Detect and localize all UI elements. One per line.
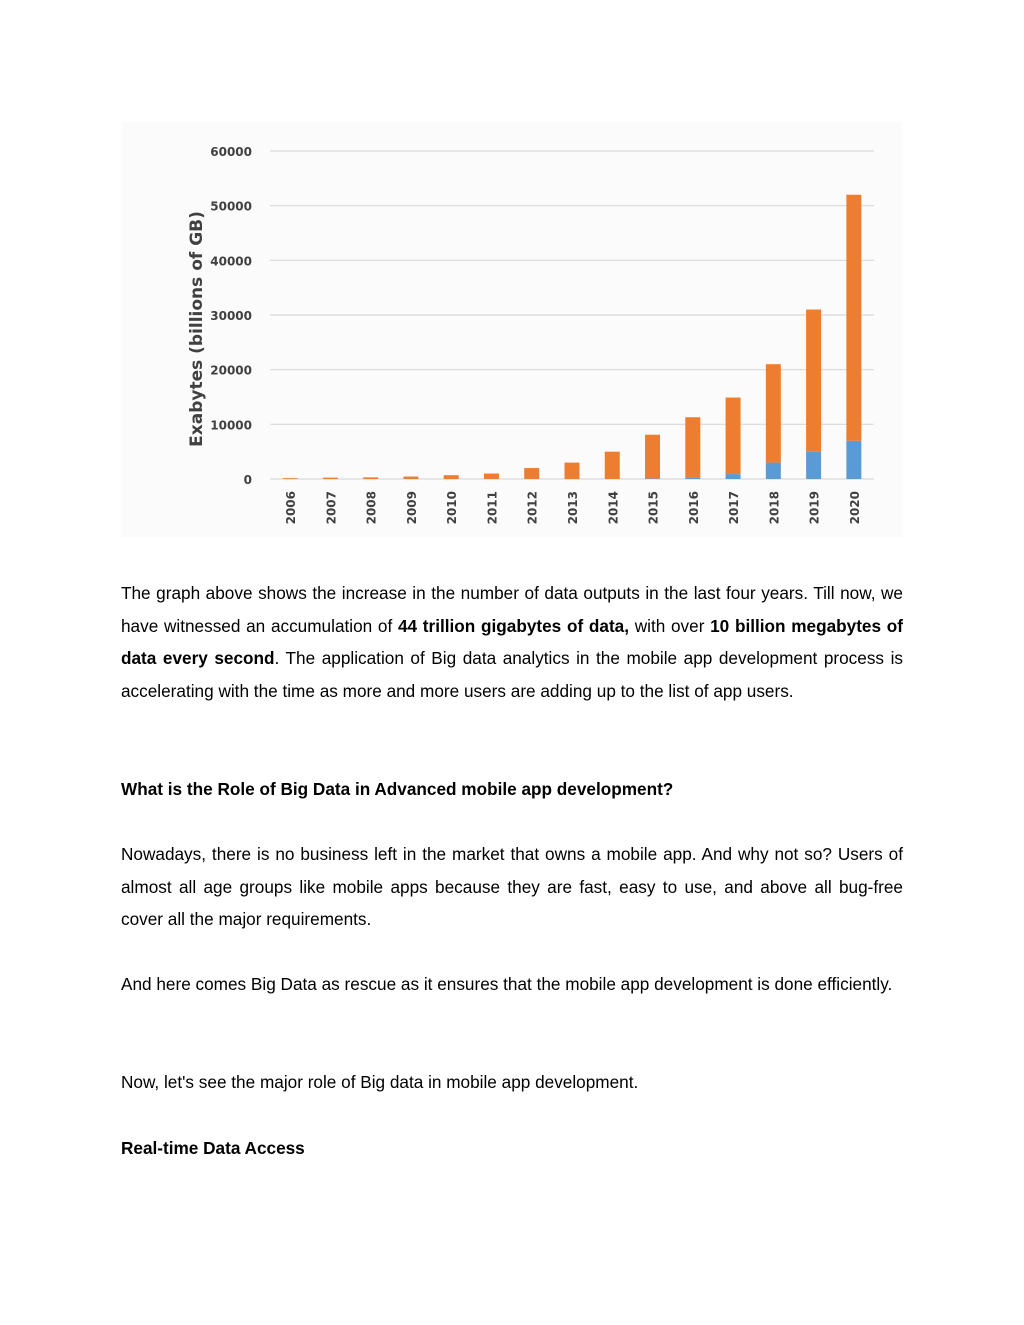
paragraph-major-role: Now, let's see the major role of Big data in mobile app development. xyxy=(121,1072,639,1092)
bar-2007-series-2 xyxy=(323,478,338,479)
paragraph-business-apps: Nowadays, there is no business left in the market that owns a mobile app. And why not so? Users of almost all age groups like mobile apps because they are fast, easy to use, and above all bug-free cover all the major requirements. xyxy=(121,844,903,930)
paragraph-text: . The application of Big data analytics in the mobile app development process is accelerating with the time as more and more users are adding up to the list of app users. xyxy=(121,648,903,701)
y-tick-label: 20000 xyxy=(210,363,252,378)
section-heading-realtime: Real-time Data Access xyxy=(121,1138,305,1158)
bar-2015-series-1 xyxy=(645,478,660,479)
x-tick-label: 2020 xyxy=(847,491,862,525)
bar-2019-series-1 xyxy=(806,452,821,479)
x-tick-label: 2014 xyxy=(606,491,621,525)
x-tick-label: 2010 xyxy=(445,491,460,525)
x-tick-label: 2016 xyxy=(686,491,701,525)
y-tick-label: 0 xyxy=(243,473,252,487)
x-tick-label: 2018 xyxy=(767,491,782,525)
paragraph-big-data-rescue: And here comes Big Data as rescue as it ensures that the mobile app development is done efficiently. xyxy=(121,974,893,994)
x-tick-label: 2007 xyxy=(324,491,339,525)
data-growth-chart xyxy=(122,122,902,537)
bar-2017-series-1 xyxy=(726,474,741,479)
chart-bars xyxy=(283,195,862,479)
chart-svg xyxy=(122,122,902,537)
x-tick-label: 2006 xyxy=(284,491,299,525)
bar-2009-series-2 xyxy=(403,477,418,479)
x-tick-label: 2017 xyxy=(727,491,742,525)
x-tick-label: 2019 xyxy=(807,491,822,525)
x-tick-label: 2008 xyxy=(364,491,379,525)
bar-2008-series-2 xyxy=(363,477,378,479)
bar-2012-series-2 xyxy=(524,468,539,479)
bar-2020-series-2 xyxy=(846,195,861,441)
bar-2011-series-2 xyxy=(484,474,499,479)
paragraph-graph-description xyxy=(121,577,903,707)
y-tick-label: 50000 xyxy=(210,199,252,214)
y-tick-label: 10000 xyxy=(210,418,252,433)
x-tick-label: 2015 xyxy=(646,491,661,525)
y-tick-label: 40000 xyxy=(210,254,252,269)
bar-2020-series-1 xyxy=(846,441,861,479)
y-tick-label: 30000 xyxy=(210,309,252,323)
bar-2014-series-2 xyxy=(605,452,620,479)
bar-2019-series-2 xyxy=(806,310,821,452)
y-axis-ticks xyxy=(210,145,252,487)
bar-2016-series-2 xyxy=(685,417,700,477)
x-tick-label: 2013 xyxy=(566,491,580,525)
paragraph-text: with over xyxy=(629,615,711,636)
bar-2013-series-2 xyxy=(565,463,580,479)
paragraph-text: The graph above shows the increase in the number of data outputs in the last four years. Till now, we have witnessed an accumulation of xyxy=(121,583,903,636)
bold-stat-rate: 10 billion megabytes of data every second xyxy=(121,615,903,669)
bold-stat-total: 44 trillion gigabytes of data, xyxy=(397,615,629,636)
bar-2016-series-1 xyxy=(685,477,700,479)
x-tick-label: 2012 xyxy=(525,491,540,525)
bar-2018-series-1 xyxy=(766,463,781,479)
bar-2017-series-2 xyxy=(726,398,741,475)
x-tick-label: 2011 xyxy=(485,491,500,525)
bar-2010-series-2 xyxy=(444,475,459,479)
bar-2006-series-2 xyxy=(283,478,298,479)
x-tick-label: 2009 xyxy=(404,491,419,525)
section-heading-role: What is the Role of Big Data in Advanced mobile app development? xyxy=(121,779,674,799)
chart-gridlines xyxy=(270,151,874,479)
bar-2015-series-2 xyxy=(645,435,660,479)
y-tick-label: 60000 xyxy=(210,145,252,159)
bar-2018-series-2 xyxy=(766,364,781,462)
x-axis-ticks xyxy=(284,491,862,524)
y-axis-label: Exabytes (billions of GB) xyxy=(187,211,207,447)
